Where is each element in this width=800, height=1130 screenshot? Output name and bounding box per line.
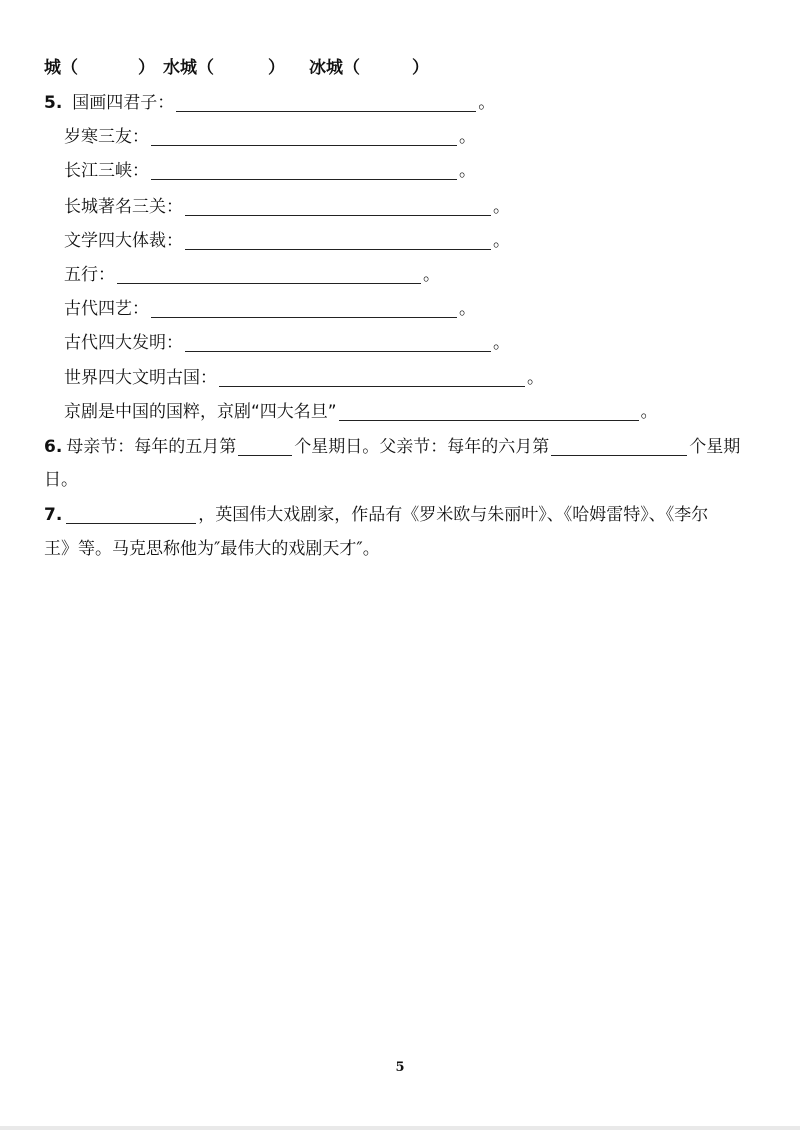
- q5-blank-2[interactable]: [151, 161, 457, 180]
- q5-label-4: 文学四大体裁：: [64, 231, 183, 251]
- q7-blank-name[interactable]: [66, 505, 196, 524]
- q5-end-4: 。: [493, 231, 510, 251]
- q5-blank-9[interactable]: [339, 402, 639, 421]
- q7-number: 7.: [44, 505, 63, 525]
- q5-label-3: 长城著名三关：: [64, 197, 183, 217]
- q7-line-2: [44, 537, 380, 561]
- city-c-open: 冰城（: [309, 58, 360, 78]
- q6-blank-mother[interactable]: [238, 437, 292, 456]
- q5-label-9: 京剧是中国的国粹，京剧“四大名旦”: [64, 402, 337, 422]
- q5-item-7: [64, 331, 510, 355]
- q5-end-5: 。: [423, 265, 440, 285]
- q5-item-9: [64, 400, 658, 424]
- q5-item-5: [64, 263, 440, 287]
- q5-item-8: [64, 366, 544, 390]
- q5-label-5: 五行：: [64, 265, 115, 285]
- q5-label-8: 世界四大文明古国：: [64, 368, 217, 388]
- q5-item-0: [44, 91, 495, 115]
- city-b-close: ）: [268, 58, 285, 78]
- city-b-open: 水城（: [163, 58, 214, 78]
- q5-label-0: 国画四君子：: [72, 93, 175, 113]
- q5-end-1: 。: [459, 127, 476, 147]
- q5-blank-3[interactable]: [185, 197, 491, 216]
- q6-part1: 母亲节：每年的五月第: [66, 437, 237, 457]
- q5-label-2: 长江三峡：: [64, 161, 149, 181]
- q5-end-3: 。: [493, 197, 510, 217]
- q5-item-6: [64, 297, 476, 321]
- q5-item-1: [64, 125, 476, 149]
- city-a-open: 城（: [44, 58, 78, 78]
- q7-line1: ，英国伟大戏剧家，作品有《罗米欧与朱丽叶》、《哈姆雷特》、《李尔: [198, 505, 709, 525]
- q6-part2: 个星期日。父亲节：每年的六月第: [294, 437, 550, 457]
- q5-end-8: 。: [527, 368, 544, 388]
- q5-end-7: 。: [493, 333, 510, 353]
- q7-line2: 王》等。马克思称他为″最伟大的戏剧天才″。: [44, 539, 380, 559]
- q5-item-3: [64, 195, 510, 219]
- q5-item-2: [64, 159, 476, 183]
- top-line: [44, 56, 429, 80]
- city-c-close: ）: [412, 58, 429, 78]
- q5-number: 5.: [44, 93, 63, 113]
- q5-blank-6[interactable]: [151, 299, 457, 318]
- q5-end-2: 。: [459, 161, 476, 181]
- q5-end-0: 。: [478, 93, 496, 113]
- q5-label-1: 岁寒三友：: [64, 127, 149, 147]
- city-a-close: ）: [138, 58, 155, 78]
- q5-blank-4[interactable]: [185, 231, 491, 250]
- q6-part3: 个星期: [689, 437, 741, 457]
- q5-label-6: 古代四艺：: [64, 299, 149, 319]
- q6-number: 6.: [44, 437, 63, 457]
- page-number: 5: [395, 1060, 405, 1075]
- q5-end-6: 。: [459, 299, 476, 319]
- q6-line-1: [44, 435, 740, 459]
- q7-line-1: [44, 503, 708, 527]
- q6-blank-father[interactable]: [551, 437, 687, 456]
- q5-blank-7[interactable]: [185, 333, 491, 352]
- q5-blank-5[interactable]: [117, 265, 421, 284]
- q6-line-2: [44, 468, 78, 492]
- q5-label-7: 古代四大发明：: [64, 333, 183, 353]
- q5-end-9: 。: [640, 402, 658, 422]
- q5-blank-8[interactable]: [219, 368, 525, 387]
- q5-item-4: [64, 229, 510, 253]
- q5-blank-1[interactable]: [151, 127, 457, 146]
- q6-line2: 日。: [44, 470, 78, 490]
- bottom-edge: [0, 1126, 800, 1130]
- q5-blank-0[interactable]: [176, 93, 476, 112]
